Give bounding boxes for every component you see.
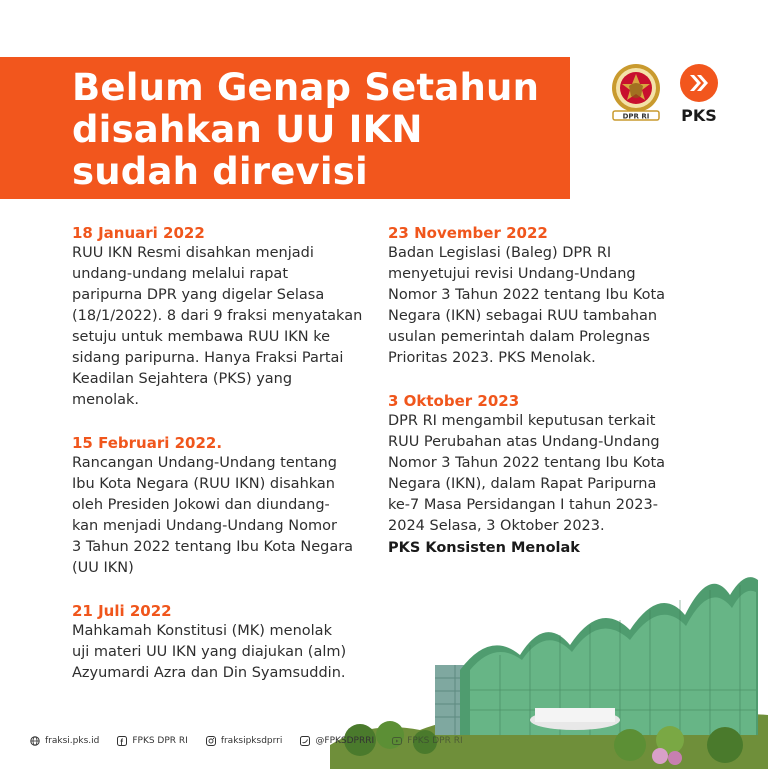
dpr-ri-logo	[607, 62, 665, 124]
entry-date: 18 Januari 2022	[72, 224, 205, 242]
entry-body: RUU IKN Resmi disahkan menjadi undang-undang melalui rapat paripurna DPR yang digelar Selasa (18/1/2022). 8 dari 9 fraksi menyatakan setuju untuk membawa RUU IKN ke sidang paripurna. Hanya Fraksi Partai Keadilan Sejahtera (PKS) yang menolak.	[72, 245, 363, 408]
instagram-icon	[206, 736, 216, 746]
footer-website[interactable]	[30, 736, 99, 746]
entry-body: Mahkamah Konstitusi (MK) menolak uji materi UU IKN yang diajukan (alm) Azyumardi Azra dan Din Syamsuddin.	[72, 623, 347, 681]
entry-body: Badan Legislasi (Baleg) DPR RI menyetujui revisi Undang-Undang Nomor 3 Tahun 2022 tentang Ibu Kota Negara (IKN) sebagai RUU tambahan usulan pemerintah dalam Prolegnas Prioritas 2023. PKS Menolak.	[388, 245, 666, 366]
title-line-1: Belum Genap Setahun	[72, 66, 540, 109]
footer-extra-text: FPKS DPR RI	[407, 736, 463, 746]
footer-facebook[interactable]	[117, 736, 187, 746]
dpr-logo-text: DPR RI	[622, 112, 650, 121]
footer-extra[interactable]	[392, 736, 462, 746]
timeline-right-column	[388, 223, 698, 581]
facebook-icon	[117, 736, 127, 746]
pks-logo-text: PKS	[681, 106, 717, 125]
entry-date: 21 Juli 2022	[72, 602, 172, 620]
timeline-entry	[72, 433, 382, 579]
entry-date: 15 Februari 2022.	[72, 434, 223, 452]
entry-body: DPR RI mengambil keputusan terkait RUU Perubahan atas Undang-Undang Nomor 3 Tahun 2022 tentang Ibu Kota Negara (IKN), dalam Rapat Paripurna ke-7 Masa Persidangan I tahun 2023- 2024 Selasa, 3 Oktober 2023.	[388, 413, 666, 534]
title-line-3: sudah direvisi	[72, 150, 368, 193]
entry-body: Rancangan Undang-Undang tentang Ibu Kota Negara (RUU IKN) disahkan oleh Presiden Jokowi dan diundang- kan menjadi Undang-Undang Nomor 3 Tahun 2022 tentang Ibu Kota Negara (UU IKN)	[72, 455, 354, 576]
footer-instagram[interactable]	[206, 736, 283, 746]
footer-instagram-text: fraksipksdprri	[220, 736, 283, 746]
twitter-icon	[300, 736, 310, 746]
title-banner	[0, 57, 570, 199]
entry-conclusion: PKS Konsisten Menolak	[388, 540, 580, 556]
timeline-entry	[388, 391, 698, 559]
entry-date: 3 Oktober 2023	[388, 392, 520, 410]
footer-website-text: fraksi.pks.id	[45, 736, 100, 746]
footer-facebook-text: FPKS DPR RI	[132, 736, 188, 746]
title-line-2: disahkan UU IKN	[72, 108, 423, 151]
pks-logo	[676, 62, 722, 124]
footer-twitter-text: @FPKSDPRRI	[315, 736, 375, 746]
entry-date: 23 November 2022	[388, 224, 548, 242]
youtube-icon	[392, 736, 402, 746]
timeline-entry	[388, 223, 698, 369]
footer-social-links	[30, 732, 463, 750]
timeline-entry	[72, 223, 382, 411]
footer-twitter[interactable]	[300, 736, 374, 746]
globe-icon	[30, 736, 40, 746]
